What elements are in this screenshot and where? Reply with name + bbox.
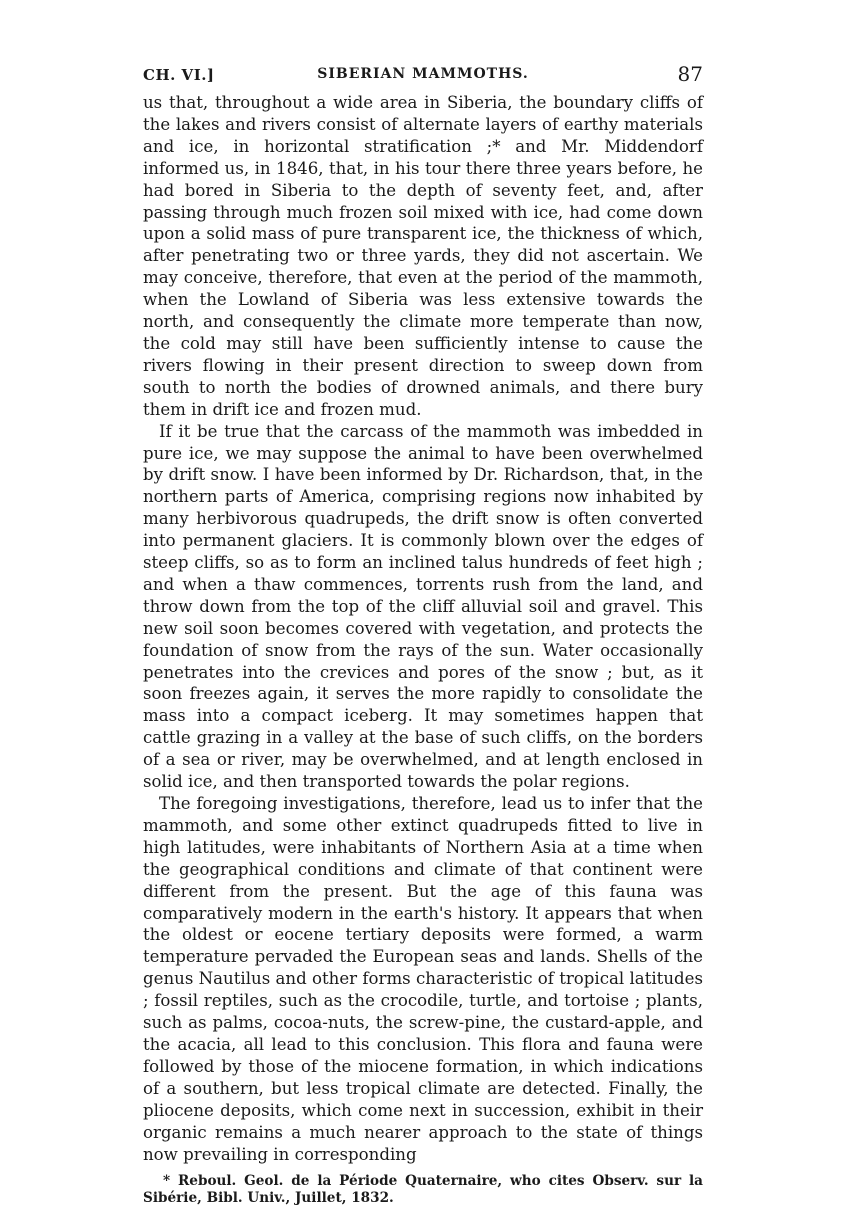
footnote: * Reboul. Geol. de la Période Quaternaire, who cites Observ. sur la Sibérie, Bibl. Univ., Juillet, 1832. [143, 1173, 703, 1207]
paragraph-3: The foregoing investigations, therefore, lead us to infer that the mammoth, and some other extinct quadrupeds fitted to live in high latitudes, were inhabitants of Northern Asia at a time when the geographical conditions and climate of that continent were different from the present. But the age of this fauna was comparatively modern in the earth's history. It appears that when the oldest or eocene tertiary deposits were formed, a warm temperature pervaded the European seas and lands. Shells of the genus Nautilus and other forms characteristic of tropical latitudes ; fossil reptiles, such as the crocodile, turtle, and tortoise ; plants, such as palms, cocoa-nuts, the screw-pine, the custard-apple, and the acacia, all lead to this conclusion. This flora and fauna were followed by those of the miocene formation, in which indications of a southern, but less tropical climate are detected. Finally, the pliocene deposits, which come next in succession, exhibit in their organic remains a much nearer approach to the state of things now prevailing in corresponding [143, 794, 703, 1164]
running-head [143, 62, 703, 92]
book-page [143, 62, 703, 1207]
paragraph-2: If it be true that the carcass of the mammoth was imbedded in pure ice, we may suppose the animal to have been overwhelmed by drift snow. I have been informed by Dr. Richardson, that, in the northern parts of America, comprising regions now inhabited by many herbivorous quadrupeds, the drift snow is often converted into permanent glaciers. It is commonly blown over the edges of steep cliffs, so as to form an inclined talus hundreds of feet high ; and when a thaw commences, torrents rush from the land, and throw down from the top of the cliff alluvial soil and gravel. This new soil soon becomes covered with vegetation, and protects the foundation of snow from the rays of the sun. Water occasionally penetrates into the crevices and pores of the snow ; but, as it soon freezes again, it serves the more rapidly to consolidate the mass into a compact iceberg. It may sometimes happen that cattle grazing in a valley at the base of such cliffs, on the borders of a sea or river, may be overwhelmed, and at length enclosed in solid ice, and then transported towards the polar regions. [143, 421, 703, 792]
body-text [143, 92, 703, 1165]
page-number: 87 [677, 62, 703, 86]
page-title: SIBERIAN MAMMOTHS. [317, 66, 529, 82]
chapter-label: CH. VI.] [143, 66, 215, 84]
paragraph-1: us that, throughout a wide area in Siberia, the boundary cliffs of the lakes and rivers consist of alternate layers of earthy materials and ice, in horizontal stratification ;* and Mr. Middendorf informed us, in 1846, that, in his tour there three years before, he had bored in Siberia to the depth of seventy feet, and, after passing through much frozen soil mixed with ice, had come down upon a solid mass of pure transparent ice, the thickness of which, after penetrating two or three yards, they did not ascertain. We may conceive, therefore, that even at the period of the mammoth, when the Lowland of Siberia was less extensive towards the north, and consequently the climate more temperate than now, the cold may still have been sufficiently intense to cause the rivers flowing in their present direction to sweep down from south to north the bodies of drowned animals, and there bury them in drift ice and frozen mud. [143, 93, 703, 419]
